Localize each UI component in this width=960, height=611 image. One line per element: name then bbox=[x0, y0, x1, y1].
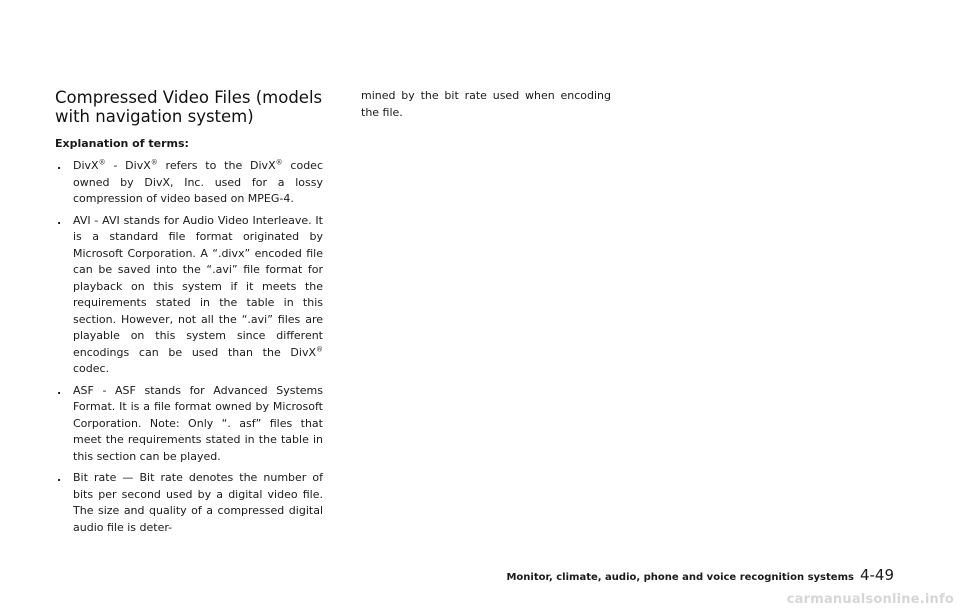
chapter-title: Monitor, climate, audio, phone and voice recognition systems bbox=[506, 572, 854, 583]
right-column bbox=[361, 88, 611, 121]
section-title-line1: Compressed Video Files (models bbox=[55, 88, 323, 107]
divx-term: DivX bbox=[73, 159, 99, 172]
avi-body: AVI - AVI stands for Audio Video Interleave. It is a standard file format originated by Microsoft Corporation. A “.divx” encoded file can be saved into the “.avi” file format for playback on this system if it meets the requirements stated in the table in this section. However, not all the “.avi” files are playable on this system since different encodings can be used than the DivX bbox=[73, 213, 323, 359]
avi-tail: codec. bbox=[73, 362, 110, 375]
list-item-bitrate bbox=[55, 470, 323, 536]
page-number: 4-49 bbox=[859, 566, 894, 584]
asf-body: ASF - ASF stands for Advanced Systems Format. It is a file format owned by Microsoft Corporation. Note: Only “. asf” files that meet the requirements stated in the table in this section can be played. bbox=[73, 383, 323, 463]
bullet-icon: . bbox=[57, 213, 62, 227]
divx-body: codec owned by DivX, Inc. used for a lossy compression of video based on MPEG-4. bbox=[73, 159, 323, 205]
divx-sep: - bbox=[105, 159, 126, 172]
watermark: carmanualsonline.info bbox=[786, 592, 954, 607]
list-item-asf bbox=[55, 383, 323, 466]
registered-mark: ® bbox=[316, 344, 323, 353]
list-item-divx bbox=[55, 158, 323, 208]
divx-term3: DivX bbox=[250, 159, 276, 172]
bullet-icon: . bbox=[57, 471, 62, 484]
list-item-avi bbox=[55, 213, 323, 378]
registered-mark: ® bbox=[150, 158, 158, 167]
terms-list bbox=[55, 158, 323, 536]
explanation-subhead: Explanation of terms: bbox=[55, 137, 189, 150]
section-title bbox=[55, 88, 323, 126]
page-footer bbox=[506, 565, 894, 584]
divx-term2: DivX bbox=[125, 159, 151, 172]
registered-mark: ® bbox=[275, 158, 283, 167]
bullet-icon: . bbox=[57, 383, 62, 397]
section-title-line2: with navigation system) bbox=[55, 107, 254, 126]
divx-mid: refers to the bbox=[157, 159, 251, 172]
continuation-text: mined by the bit rate used when encoding the file. bbox=[361, 89, 611, 119]
bitrate-body: Bit rate — Bit rate denotes the number of bits per second used by a digital video file. The size and quality of a compressed digital audio file is deter- bbox=[73, 471, 323, 534]
registered-mark: ® bbox=[98, 158, 106, 167]
bullet-icon: . bbox=[57, 159, 62, 172]
left-column bbox=[55, 88, 323, 541]
